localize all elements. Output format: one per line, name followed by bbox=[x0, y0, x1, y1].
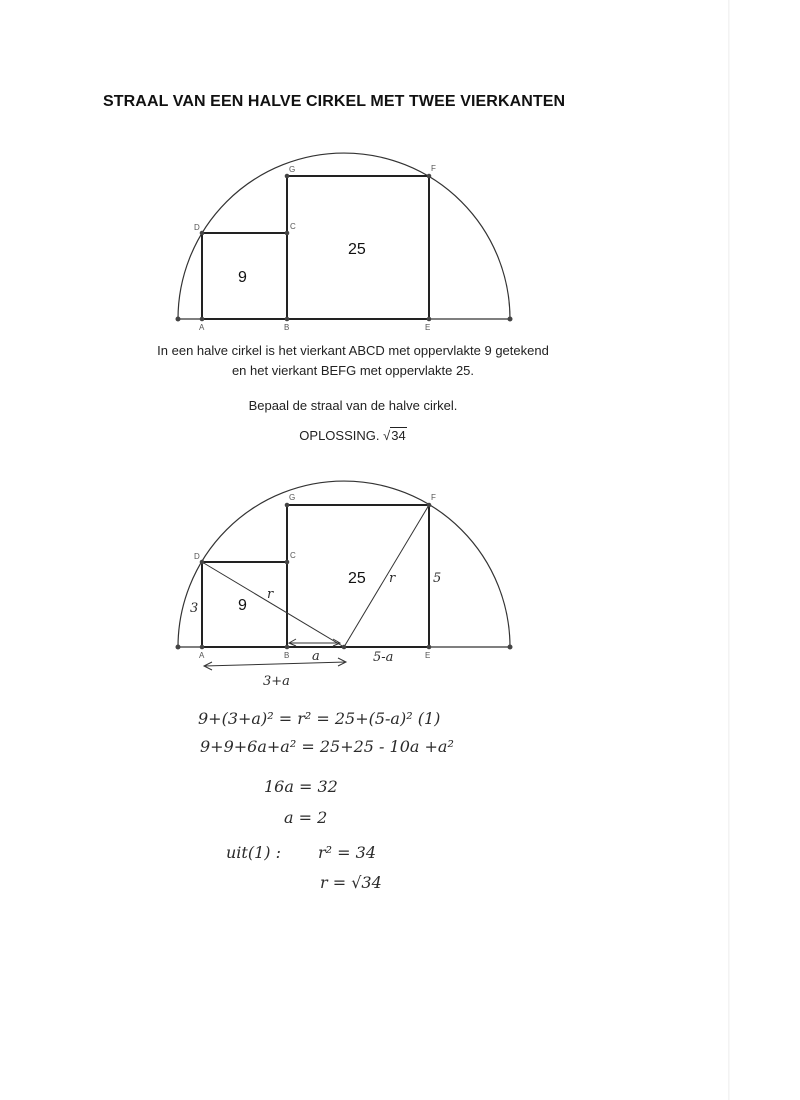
label-f-2: F bbox=[431, 493, 436, 502]
solution-eq-5: r² = 34 bbox=[318, 843, 376, 862]
radius-label-2: r bbox=[389, 571, 396, 586]
area-small-1: 9 bbox=[238, 269, 247, 286]
label-a-1: A bbox=[199, 323, 205, 332]
label-e-2: E bbox=[425, 651, 431, 660]
label-f-1: F bbox=[431, 164, 436, 173]
radical-sign: √ bbox=[383, 428, 391, 443]
label-a-2: A bbox=[199, 651, 205, 660]
label-b-1: B bbox=[284, 323, 290, 332]
label-d-1: D bbox=[194, 223, 200, 232]
problem-question: Bepaal de straal van de halve cirkel. bbox=[248, 398, 458, 413]
label-d-2: D bbox=[194, 552, 200, 561]
segment-5a-label: 5-a bbox=[373, 650, 394, 665]
side-large-label: 5 bbox=[433, 571, 442, 586]
label-e-1: E bbox=[425, 323, 431, 332]
label-g-1: G bbox=[289, 165, 296, 174]
radius-label-1: r bbox=[267, 587, 274, 602]
span-3a-label: 3+a bbox=[263, 674, 290, 689]
problem-line-1: In een halve cirkel is het vierkant ABCD met oppervlakte 9 getekend bbox=[157, 343, 549, 358]
area-large-2: 25 bbox=[348, 570, 366, 587]
label-c-1: C bbox=[290, 222, 296, 231]
problem-line-2: en het vierkant BEFG met oppervlakte 25. bbox=[231, 363, 475, 378]
side-small-label: 3 bbox=[190, 601, 199, 616]
label-g-2: G bbox=[289, 493, 296, 502]
solution-eq-5-label: uit(1) : bbox=[226, 843, 281, 862]
solution-eq-1: 9+(3+a)² = r² = 25+(5-a)² (1) bbox=[198, 709, 441, 728]
area-large-1: 25 bbox=[348, 241, 366, 258]
answer-label: OPLOSSING. bbox=[299, 428, 380, 443]
label-c-2: C bbox=[290, 551, 296, 560]
solution-eq-3: 16a = 32 bbox=[264, 777, 338, 796]
solution-eq-6: r = √34 bbox=[320, 873, 382, 892]
segment-a-label: a bbox=[312, 649, 320, 664]
solution-eq-4: a = 2 bbox=[284, 808, 328, 827]
answer-radicand: 34 bbox=[391, 428, 406, 443]
solution-eq-2: 9+9+6a+a² = 25+25 - 10a +a² bbox=[200, 737, 454, 756]
label-b-2: B bbox=[284, 651, 290, 660]
area-small-2: 9 bbox=[238, 597, 247, 614]
page-title: STRAAL VAN EEN HALVE CIRKEL MET TWEE VIERKANTEN bbox=[103, 93, 566, 110]
